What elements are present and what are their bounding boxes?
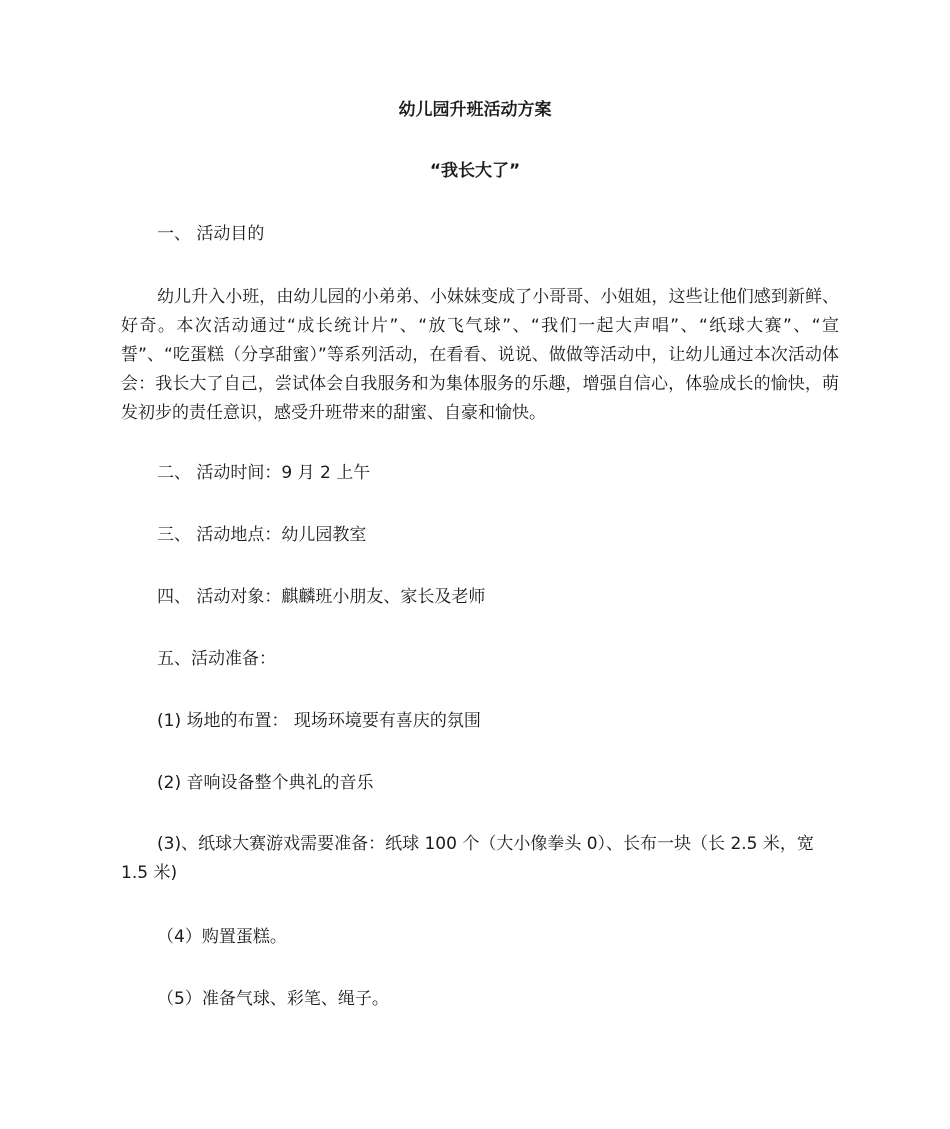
section-5-heading: 五、活动准备： <box>157 649 276 669</box>
preparation-item-2: (2) 音响设备整个典礼的音乐 <box>157 773 374 793</box>
preparation-item-5: （5）准备气球、彩笔、绳子。 <box>157 989 389 1009</box>
section-4-activity-participants: 四、 活动对象：麒麟班小朋友、家长及老师 <box>157 587 486 607</box>
section-1-body: 幼儿升入小班，由幼儿园的小弟弟、小妹妹变成了小哥哥、小姐姐，这些让他们感到新鲜、好奇。本次活动通过“成长统计片”、“放飞气球”、“我们一起大声唱”、“纸球大赛”、“宣誓”、“吃蛋糕（分享甜蜜）”等系列活动，在看看、说说、做做等活动中，让幼儿通过本次活动体会：我长大了自己，尝试体会自我服务和为集体服务的乐趣，增强自信心，体验成长的愉快，萌发初步的责任意识，感受升班带来的甜蜜、自豪和愉快。 <box>121 287 839 423</box>
section-3-activity-location: 三、 活动地点：幼儿园教室 <box>157 525 367 545</box>
preparation-item-3: (3)、纸球大赛游戏需要准备：纸球 100 个（大小像拳头 0）、长布一块（长 2.5 米，宽 1.5 米) <box>121 834 814 883</box>
section-2-activity-time: 二、 活动时间：9 月 2 上午 <box>157 463 371 483</box>
document-title: 幼儿园升班活动方案 <box>398 100 552 120</box>
preparation-item-1: (1) 场地的布置： 现场环境要有喜庆的氛围 <box>157 711 481 731</box>
preparation-item-4: （4）购置蛋糕。 <box>157 927 287 947</box>
document-subtitle: “我长大了” <box>429 161 521 181</box>
section-1-heading: 一、 活动目的 <box>157 224 265 244</box>
